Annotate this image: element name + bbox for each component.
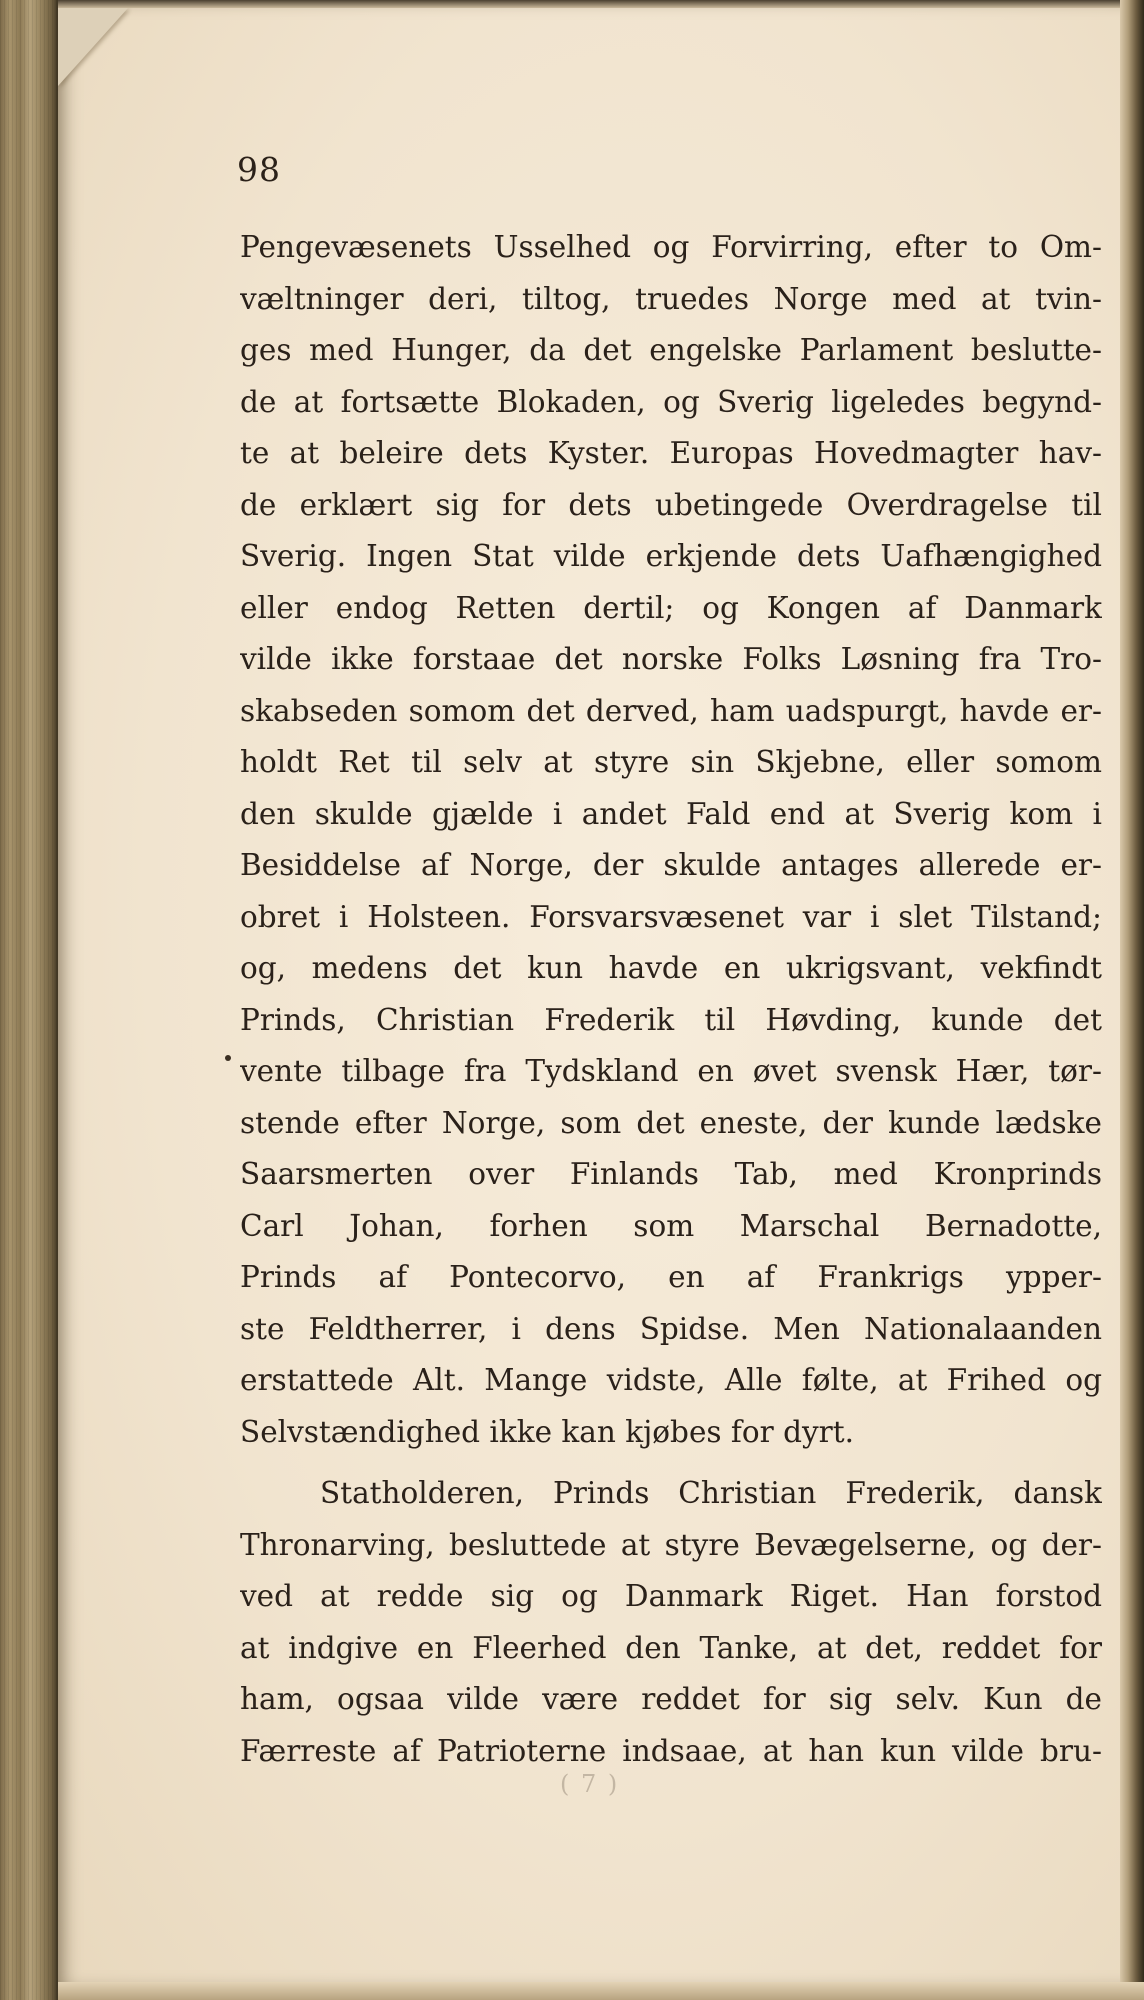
page-number: 98	[237, 150, 281, 189]
bleed-through-text: ( 7 )	[560, 1770, 620, 1798]
body-text	[240, 222, 1102, 1777]
text-line: vilde ikke forstaae det norske Folks Løsning fra Tro-	[240, 642, 1102, 676]
text-line: Carl Johan, forhen som Marschal Bernadotte,	[240, 1208, 1102, 1243]
text-line: Statholderen, Prinds Christian Frederik, dansk	[320, 1476, 1102, 1510]
bottom-page-edge	[58, 1982, 1144, 2000]
text-line: vente tilbage fra Tydskland en øvet svensk Hær, tør-	[240, 1054, 1102, 1088]
text-line: Prinds, Christian Frederik til Høvding, kunde det	[240, 1002, 1102, 1037]
text-line: te at beleire dets Kyster. Europas Hovedmagter hav-	[240, 436, 1102, 470]
paragraph-gap	[240, 1458, 1102, 1468]
text-line: Færreste af Patrioterne indsaae, at han kun vilde bru-	[240, 1733, 1102, 1768]
text-line: de erklært sig for dets ubetingede Overdragelse til	[240, 487, 1102, 522]
text-line: Besiddelse af Norge, der skulde antages allerede er-	[240, 848, 1102, 882]
book-spine	[0, 0, 58, 2000]
text-line: eller endog Retten dertil; og Kongen af Danmark	[240, 590, 1102, 625]
text-line: holdt Ret til selv at styre sin Skjebne, eller somom	[240, 745, 1102, 779]
folded-corner	[58, 8, 128, 86]
text-line: Prinds af Pontecorvo, en af Frankrigs ypper-	[240, 1260, 1102, 1294]
text-line: Pengevæsenets Usselhed og Forvirring, efter to Om-	[240, 230, 1102, 264]
text-line: ges med Hunger, da det engelske Parlament beslutte-	[240, 333, 1102, 367]
text-line: stende efter Norge, som det eneste, der kunde lædske	[240, 1105, 1102, 1140]
text-line: og, medens det kun havde en ukrigsvant, vekfindt	[240, 951, 1102, 985]
right-page-edge	[1120, 0, 1144, 2000]
ink-smudge	[225, 1055, 231, 1061]
text-line: de at fortsætte Blokaden, og Sverig ligeledes begynd-	[240, 384, 1102, 419]
text-line: Saarsmerten over Finlands Tab, med Kronprinds	[240, 1157, 1102, 1191]
text-line: væltninger deri, tiltog, truedes Norge med at tvin-	[240, 281, 1102, 316]
text-line: ved at redde sig og Danmark Riget. Han forstod	[240, 1579, 1102, 1613]
paragraph	[240, 222, 1102, 1458]
text-line: Selvstændighed ikke kan kjøbes for dyrt.	[240, 1414, 854, 1449]
top-edge	[58, 0, 1144, 8]
text-line: ste Feldtherrer, i dens Spidse. Men Nationalaanden	[240, 1311, 1102, 1346]
text-line: ham, ogsaa vilde være reddet for sig selv. Kun de	[240, 1682, 1102, 1716]
paragraph	[240, 1468, 1102, 1777]
text-line: skabseden somom det derved, ham uadspurgt, havde er-	[240, 693, 1102, 728]
text-line: at indgive en Fleerhed den Tanke, at det, reddet for	[240, 1630, 1102, 1665]
text-line: Thronarving, besluttede at styre Bevægelserne, og der-	[240, 1527, 1102, 1562]
text-line: Sverig. Ingen Stat vilde erkjende dets Uafhængighed	[240, 539, 1102, 573]
text-line: den skulde gjælde i andet Fald end at Sverig kom i	[240, 796, 1102, 831]
text-line: erstattede Alt. Mange vidste, Alle følte, at Frihed og	[240, 1363, 1102, 1397]
text-line: obret i Holsteen. Forsvarsvæsenet var i slet Tilstand;	[240, 899, 1102, 934]
